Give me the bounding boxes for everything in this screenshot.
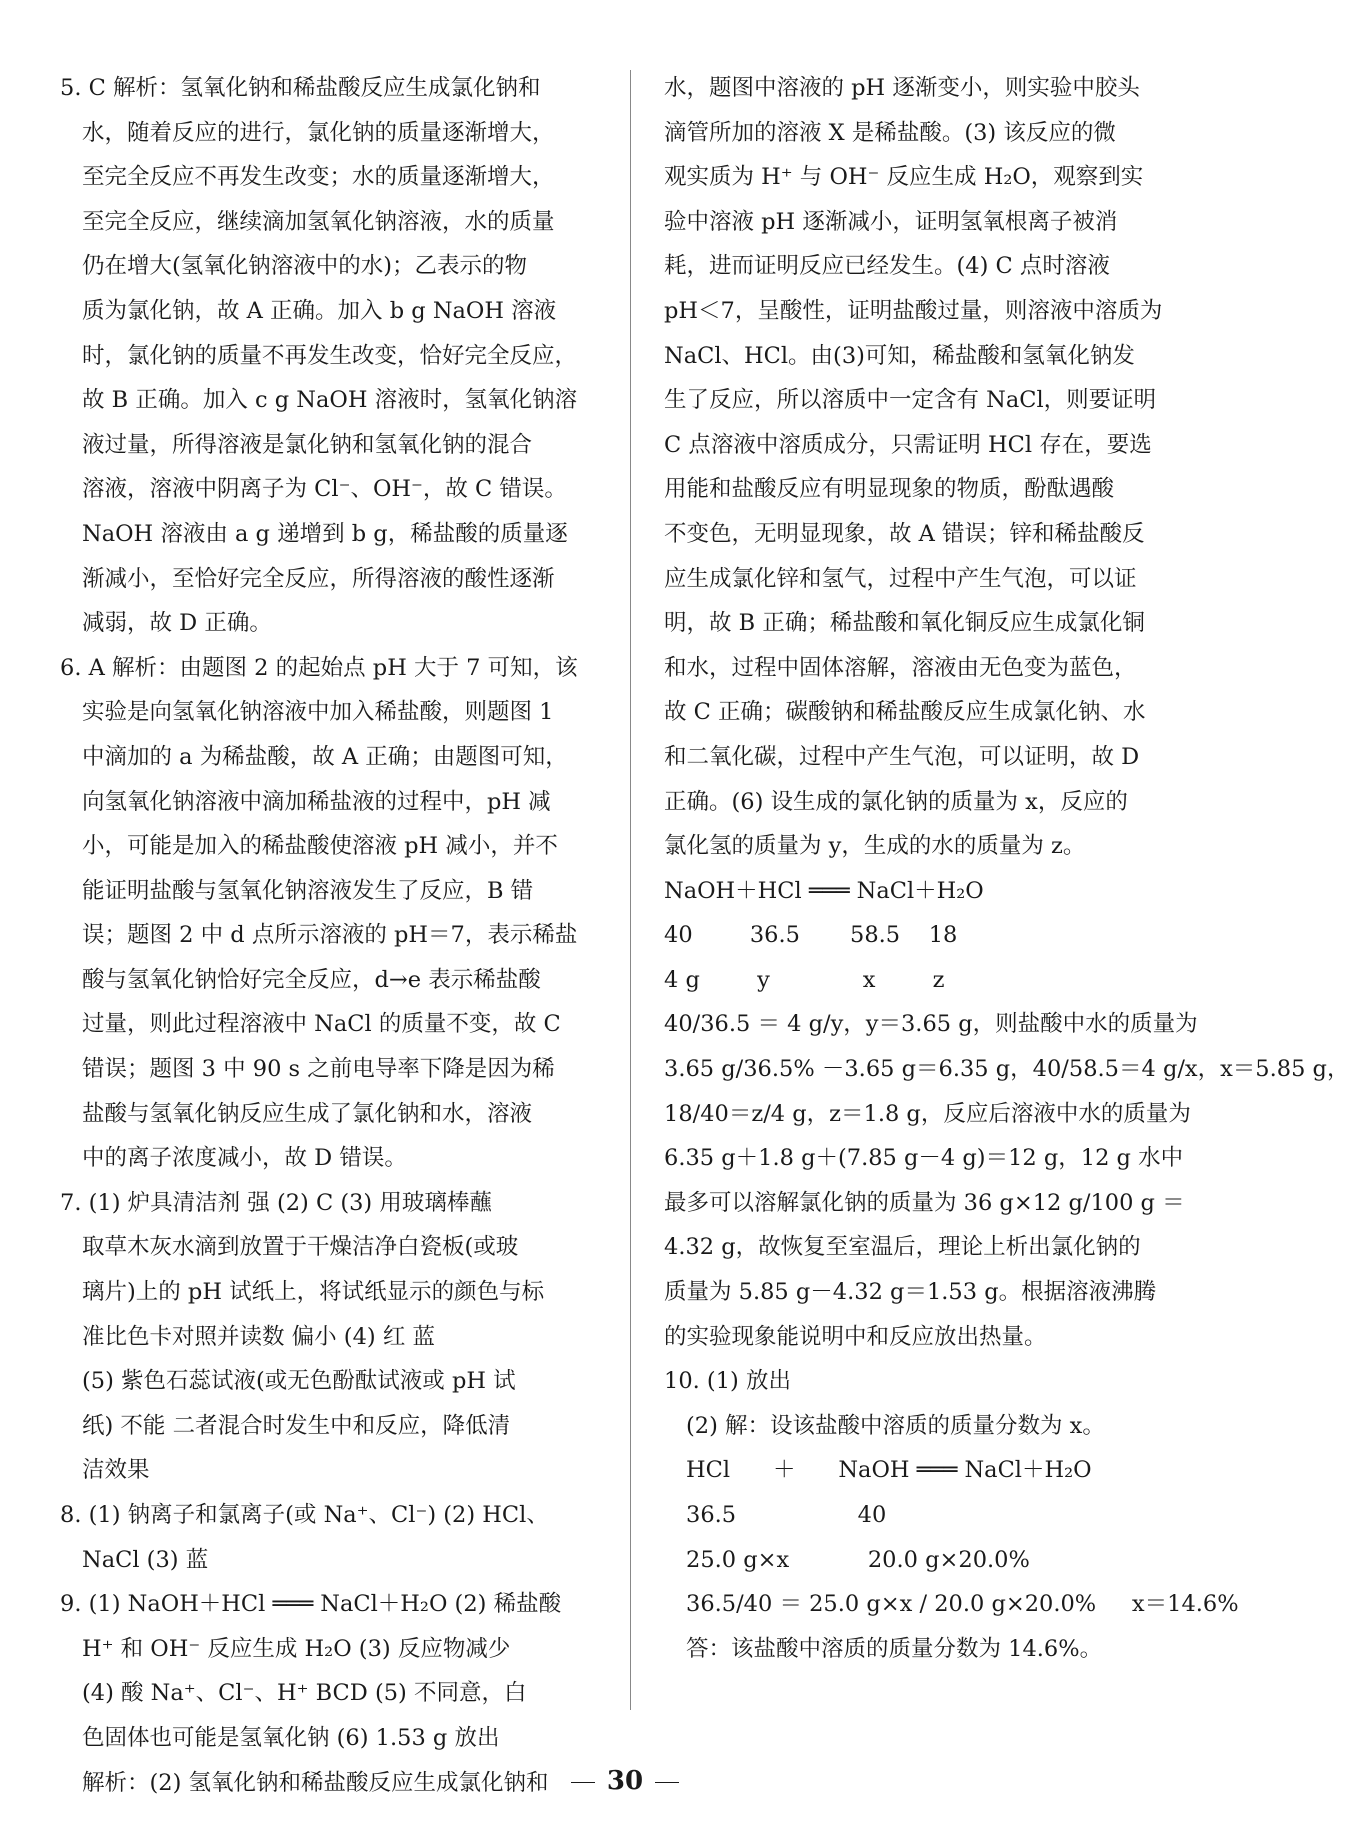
right-text-line: 40/36.5 ＝ 4 g/y，y＝3.65 g，则盐酸中水的质量为 (664, 1011, 1198, 1038)
left-text-line: 误；题图 2 中 d 点所示溶液的 pH＝7，表示稀盐 (82, 922, 578, 949)
left-text-line: 5. C 解析：氢氧化钠和稀盐酸反应生成氯化钠和 (60, 75, 541, 101)
right-text-line: 明，故 B 正确；稀盐酸和氧化铜反应生成氯化铜 (664, 610, 1145, 637)
right-text-line: 应生成氯化锌和氢气，过程中产生气泡，可以证 (664, 565, 1137, 592)
left-text-line: 取草木灰水滴到放置于干燥洁净白瓷板(或玻 (82, 1234, 519, 1261)
left-text-line: 中的离子浓度减小，故 D 错误。 (82, 1145, 407, 1172)
right-text-line: 生了反应，所以溶质中一定含有 NaCl，则要证明 (664, 387, 1157, 414)
right-text-line: 10. (1) 放出 (664, 1368, 791, 1395)
left-text-line: 过量，则此过程溶液中 NaCl 的质量不变，故 C (82, 1011, 561, 1038)
left-text-line: 9. (1) NaOH＋HCl ═══ NaCl＋H₂O (2) 稀盐酸 (60, 1591, 562, 1618)
left-text-line: 解析：(2) 氢氧化钠和稀盐酸反应生成氯化钠和 (82, 1769, 549, 1796)
right-text-line: 最多可以溶解氯化钠的质量为 36 g×12 g/100 g ＝ (664, 1189, 1185, 1216)
page-number: 30 (606, 1766, 644, 1796)
left-text-line: 准比色卡对照并读数 偏小 (4) 红 蓝 (82, 1323, 435, 1350)
page-footer (0, 1766, 1250, 1796)
left-text-line: 6. A 解析：由题图 2 的起始点 pH 大于 7 可知，该 (60, 654, 578, 681)
right-text-line: 耗，进而证明反应已经发生。(4) C 点时溶液 (664, 253, 1110, 280)
right-text-line: 用能和盐酸反应有明显现象的物质，酚酞遇酸 (664, 476, 1115, 503)
left-text-line: 液过量，所得溶液是氯化钠和氢氧化钠的混合 (82, 431, 533, 458)
left-column (60, 66, 612, 1805)
left-text-line: 向氢氧化钠溶液中滴加稀盐液的过程中，pH 减 (82, 788, 551, 815)
right-text-line: 18/40＝z/4 g，z＝1.8 g，反应后溶液中水的质量为 (664, 1100, 1191, 1127)
right-text-line: 水，题图中溶液的 pH 逐渐变小，则实验中胶头 (664, 75, 1140, 101)
right-text-line: (2) 解：设该盐酸中溶质的质量分数为 x。 (686, 1412, 1105, 1439)
right-column (664, 66, 1349, 1671)
left-text-line: 璃片)上的 pH 试纸上，将试纸显示的颜色与标 (82, 1279, 545, 1306)
left-text-line: 至完全反应不再发生改变；水的质量逐渐增大， (82, 164, 555, 191)
left-text-line: NaOH 溶液由 a g 递增到 b g，稀盐酸的质量逐 (82, 520, 568, 547)
right-text-line: 不变色，无明显现象，故 A 错误；锌和稀盐酸反 (664, 520, 1145, 547)
left-text-line: 酸与氢氧化钠恰好完全反应，d→e 表示稀盐酸 (82, 966, 541, 993)
left-text-line: NaCl (3) 蓝 (82, 1546, 209, 1573)
left-text-line: 中滴加的 a 为稀盐酸，故 A 正确；由题图可知， (82, 743, 568, 770)
left-text-line: 8. (1) 钠离子和氯离子(或 Na⁺、Cl⁻) (2) HCl、 (60, 1502, 549, 1528)
right-text-line: 40 36.5 58.5 18 (664, 922, 958, 949)
right-text-line: 故 C 正确；碳酸钠和稀盐酸反应生成氯化钠、水 (664, 699, 1146, 726)
left-text-line: 洁效果 (82, 1457, 150, 1484)
left-text-line: (5) 紫色石蕊试液(或无色酚酞试液或 pH 试 (82, 1368, 516, 1395)
right-text-line: NaOH＋HCl ═══ NaCl＋H₂O (664, 877, 984, 904)
left-text-line: 色固体也可能是氢氧化钠 (6) 1.53 g 放出 (82, 1724, 500, 1751)
left-text-line: 渐减小，至恰好完全反应，所得溶液的酸性逐渐 (82, 565, 555, 592)
column-divider (630, 70, 631, 1710)
right-text-line: 答：该盐酸中溶质的质量分数为 14.6%。 (686, 1635, 1103, 1662)
right-text-line: 的实验现象能说明中和反应放出热量。 (664, 1323, 1047, 1350)
right-text-line: 正确。(6) 设生成的氯化钠的质量为 x，反应的 (664, 788, 1128, 815)
left-text-line: 错误；题图 3 中 90 s 之前电导率下降是因为稀 (82, 1056, 555, 1083)
left-text-line: H⁺ 和 OH⁻ 反应生成 H₂O (3) 反应物减少 (82, 1635, 511, 1662)
right-text-line: 6.35 g＋1.8 g＋(7.85 g－4 g)＝12 g，12 g 水中 (664, 1145, 1184, 1172)
left-text-line: 盐酸与氢氧化钠反应生成了氯化钠和水，溶液 (82, 1100, 533, 1127)
right-text-line: 氯化氢的质量为 y，生成的水的质量为 z。 (664, 833, 1086, 860)
right-text-line: 36.5 40 (686, 1502, 887, 1528)
right-text-line: 4.32 g，故恢复至室温后，理论上析出氯化钠的 (664, 1234, 1141, 1261)
left-text-line: 实验是向氢氧化钠溶液中加入稀盐酸，则题图 1 (82, 699, 554, 726)
left-text-line: 时，氯化钠的质量不再发生改变，恰好完全反应， (82, 342, 578, 369)
left-text-line: 小，可能是加入的稀盐酸使溶液 pH 减小，并不 (82, 833, 558, 860)
right-text-line: 滴管所加的溶液 X 是稀盐酸。(3) 该反应的微 (664, 119, 1116, 146)
left-text-line: 水，随着反应的进行，氯化钠的质量逐渐增大， (82, 119, 555, 146)
left-text-line: 至完全反应，继续滴加氢氧化钠溶液，水的质量 (82, 208, 555, 235)
right-text-line: 质量为 5.85 g－4.32 g＝1.53 g。根据溶液沸腾 (664, 1279, 1157, 1306)
right-text-line: pH＜7，呈酸性，证明盐酸过量，则溶液中溶质为 (664, 297, 1163, 324)
right-text-line: 4 g y x z (664, 966, 945, 993)
right-text-line: C 点溶液中溶质成分，只需证明 HCl 存在，要选 (664, 431, 1152, 458)
right-text-line: 观实质为 H⁺ 与 OH⁻ 反应生成 H₂O，观察到实 (664, 164, 1144, 191)
left-text-line: 溶液，溶液中阴离子为 Cl⁻、OH⁻，故 C 错误。 (82, 476, 567, 503)
right-text-line: HCl ＋ NaOH ═══ NaCl＋H₂O (686, 1457, 1092, 1484)
left-text-line: 7. (1) 炉具清洁剂 强 (2) C (3) 用玻璃棒蘸 (60, 1189, 492, 1216)
left-text-line: 能证明盐酸与氢氧化钠溶液发生了反应，B 错 (82, 877, 534, 904)
right-text-line: 和水，过程中固体溶解，溶液由无色变为蓝色， (664, 654, 1137, 681)
left-text-line: 纸) 不能 二者混合时发生中和反应，降低清 (82, 1412, 511, 1439)
left-text-line: (4) 酸 Na⁺、Cl⁻、H⁺ BCD (5) 不同意，白 (82, 1680, 527, 1707)
right-text-line: NaCl、HCl。由(3)可知，稀盐酸和氢氧化钠发 (664, 342, 1135, 369)
left-text-line: 减弱，故 D 正确。 (82, 610, 272, 637)
left-text-line: 仍在增大(氢氧化钠溶液中的水)；乙表示的物 (82, 253, 528, 280)
left-text-line: 故 B 正确。加入 c g NaOH 溶液时，氢氧化钠溶 (82, 387, 578, 414)
right-text-line: 和二氧化碳，过程中产生气泡，可以证明，故 D (664, 743, 1140, 770)
right-text-line: 25.0 g×x 20.0 g×20.0% (686, 1546, 1030, 1573)
right-text-line: 验中溶液 pH 逐渐减小，证明氢氧根离子被消 (664, 208, 1118, 235)
right-text-line: 3.65 g/36.5% －3.65 g＝6.35 g，40/58.5＝4 g/x，x＝5.85 g， (664, 1056, 1349, 1083)
left-text-line: 质为氯化钠，故 A 正确。加入 b g NaOH 溶液 (82, 297, 557, 324)
right-text-line: 36.5/40 ＝ 25.0 g×x / 20.0 g×20.0% x＝14.6% (686, 1591, 1239, 1618)
